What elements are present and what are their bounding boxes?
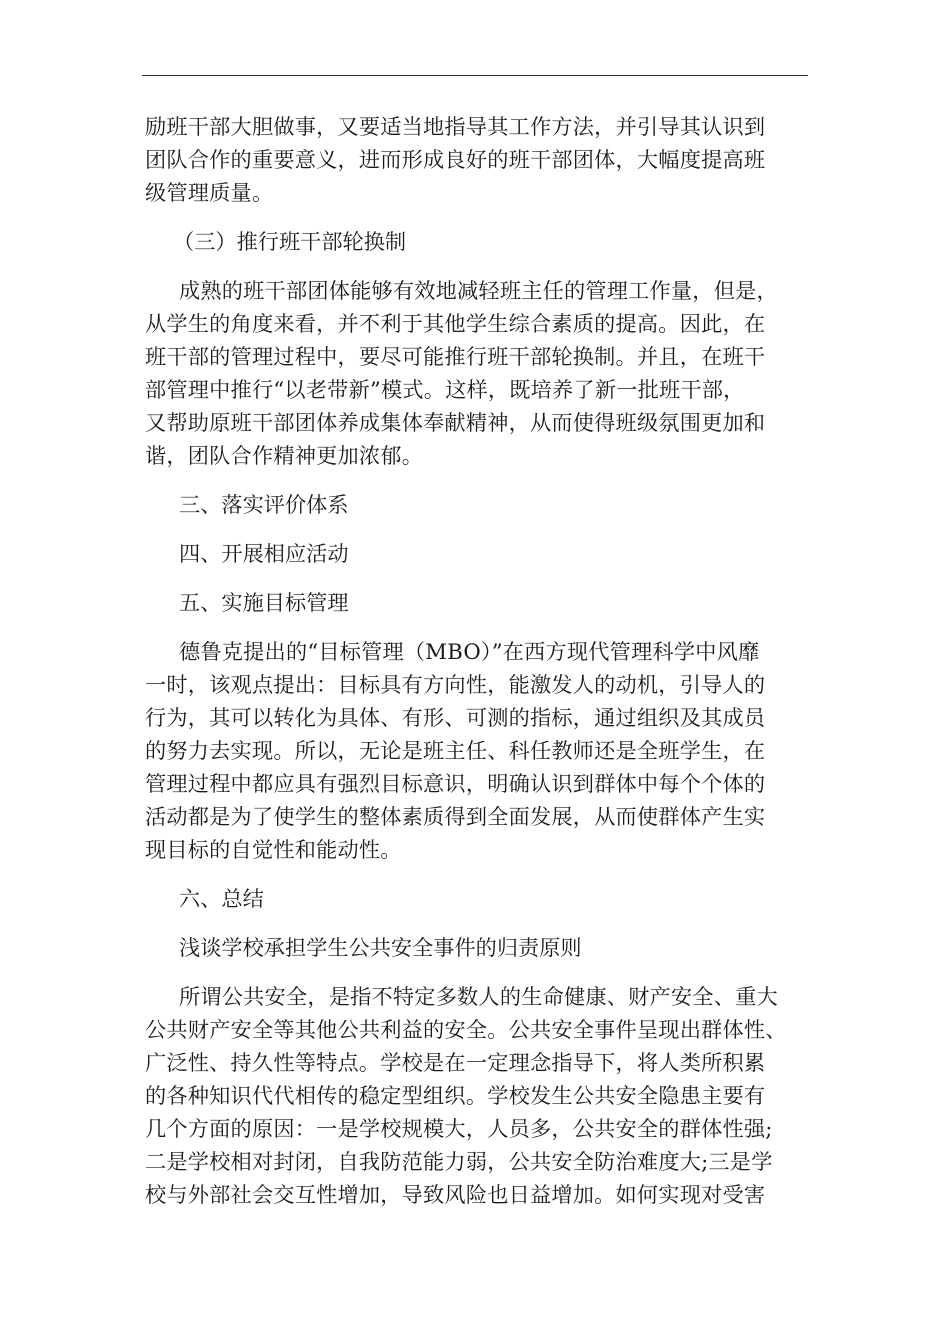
text-line: 行为，其可以转化为具体、有形、可测的指标，通过组织及其成员 — [145, 705, 766, 730]
text-line: 班干部的管理过程中，要尽可能推行班干部轮换制。并且，在班干 — [145, 344, 766, 369]
text-line: 管理过程中都应具有强烈目标意识，明确认识到群体中每个个体的 — [145, 771, 766, 796]
text-line: 一时，该观点提出：目标具有方向性，能激发人的动机，引导人的 — [145, 672, 766, 697]
document-body — [145, 110, 825, 1227]
text-line: 成熟的班干部团体能够有效地减轻班主任的管理工作量，但是， — [179, 278, 778, 303]
text-line: 所谓公共安全，是指不特定多数人的生命健康、财产安全、重大 — [179, 984, 778, 1009]
paragraph-2 — [145, 274, 825, 472]
text-line: 团队合作的重要意义，进而形成良好的班干部团体，大幅度提高班 — [145, 147, 766, 172]
text-line: 级管理质量。 — [145, 180, 274, 205]
text-line: 的努力去实现。所以，无论是班主任、科任教师还是全班学生，在 — [145, 738, 766, 763]
section-heading: 四、开展相应活动 — [179, 541, 349, 566]
header-rule — [142, 75, 808, 76]
text-line: 校与外部社会交互性增加，导致风险也日益增加。如何实现对受害 — [145, 1182, 766, 1207]
section-heading: 三、落实评价体系 — [179, 492, 349, 517]
paragraph-4 — [145, 980, 825, 1211]
section-heading: 六、总结 — [179, 886, 264, 911]
text-line: 几个方面的原因：一是学校规模大，人员多，公共安全的群体性强; — [145, 1116, 773, 1141]
text-line: 的各种知识代代相传的稳定型组织。学校发生公共安全隐患主要有 — [145, 1083, 766, 1108]
text-line: 现目标的自觉性和能动性。 — [145, 837, 402, 862]
paragraph-3 — [145, 635, 825, 866]
text-line: 励班干部大胆做事，又要适当地指导其工作方法，并引导其认识到 — [145, 114, 766, 139]
section-heading: 五、实施目标管理 — [179, 590, 349, 615]
subsection-heading: （三）推行班干部轮换制 — [173, 229, 407, 254]
text-line: 广泛性、持久性等特点。学校是在一定理念指导下，将人类所积累 — [145, 1050, 766, 1075]
paragraph-1 — [145, 110, 825, 209]
text-line: 部管理中推行“以老带新”模式。这样，既培养了新一批班干部， — [145, 377, 745, 402]
text-line: 活动都是为了使学生的整体素质得到全面发展，从而使群体产生实 — [145, 804, 766, 829]
text-line: 又帮助原班干部团体养成集体奉献精神，从而使得班级氛围更加和 — [145, 410, 766, 435]
text-line: 谐，团队合作精神更加浓郁。 — [145, 443, 424, 468]
text-line: 从学生的角度来看，并不利于其他学生综合素质的提高。因此，在 — [145, 311, 766, 336]
text-line: 德鲁克提出的“目标管理（MBO）”在西方现代管理科学中风靡 — [179, 639, 760, 664]
article-title: 浅谈学校承担学生公共安全事件的归责原则 — [179, 935, 582, 960]
text-line: 公共财产安全等其他公共利益的安全。公共安全事件呈现出群体性、 — [145, 1017, 787, 1042]
text-line: 二是学校相对封闭，自我防范能力弱，公共安全防治难度大;三是学 — [145, 1149, 773, 1174]
